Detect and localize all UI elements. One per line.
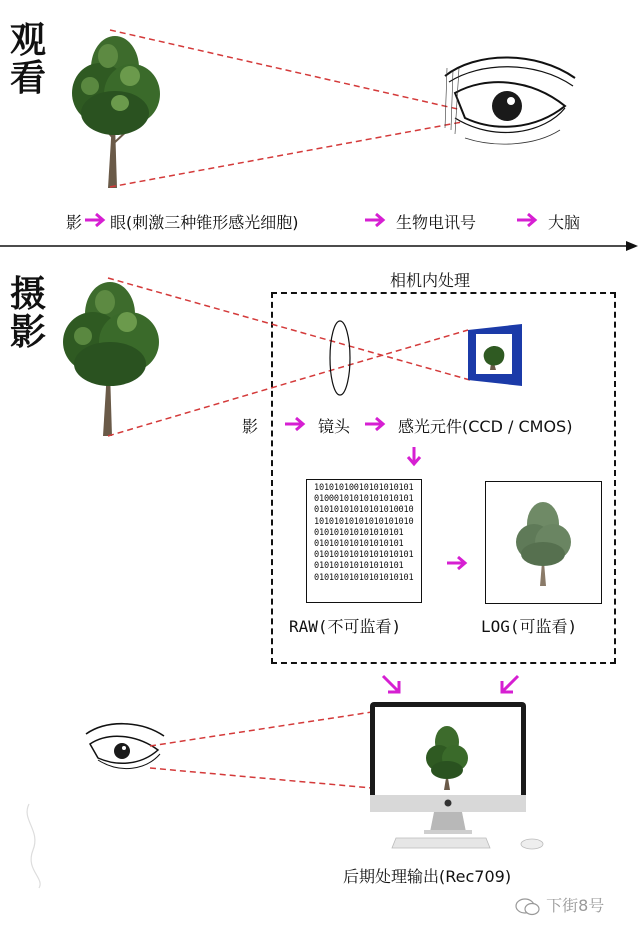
arrow-down-icon (405, 446, 423, 468)
flow-lens: 镜头 (318, 417, 351, 436)
binary-line: 010101010101010101 (314, 561, 404, 572)
eye-icon (425, 48, 585, 158)
output-label: 后期处理输出(Rec709) (343, 867, 512, 886)
binary-line: 01010101010101010101 (314, 550, 414, 561)
arrow-right-icon (516, 212, 540, 228)
title-char: 摄 (10, 274, 47, 315)
watermark (515, 893, 604, 917)
tree-log-image (486, 482, 601, 603)
flow-image: 影 (242, 417, 259, 436)
title-char: 影 (10, 312, 47, 353)
arrow-right-icon (364, 416, 388, 432)
binary-line: 010101010101010101 (314, 539, 404, 550)
flow-image: 影 (66, 213, 83, 232)
flow-brain: 大脑 (548, 213, 581, 232)
flow-sensor: 感光元件(CCD / CMOS) (398, 417, 573, 436)
sensor-icon (466, 322, 524, 388)
arrow-right-icon (364, 212, 388, 228)
title-char: 看 (10, 58, 47, 99)
flow-eye: 眼(刺激三种锥形感光细胞) (110, 213, 299, 232)
binary-line: 01010101010101010101 (314, 572, 414, 583)
lens-icon (327, 318, 353, 398)
binary-line: 01000101010101010101 (314, 494, 414, 505)
wechat-icon (515, 897, 541, 917)
camera-box-label: 相机内处理 (390, 271, 471, 290)
title-char: 观 (10, 20, 47, 61)
arrow-right-icon (446, 555, 470, 571)
log-label: LOG(可监看) (481, 617, 578, 636)
watermark-text: 下街8号 (546, 896, 605, 915)
binary-line: 010101010101010101 (314, 527, 404, 538)
monitor-icon (368, 700, 558, 852)
binary-line: 10101010010101010101 (314, 483, 414, 493)
arrow-right-icon (284, 416, 308, 432)
binary-line: 01010101010101010010 (314, 505, 414, 516)
arrow-right-icon (84, 212, 108, 228)
flow-bioelectric: 生物电讯号 (396, 213, 477, 232)
log-image-box (485, 481, 602, 604)
binary-line: 10101010101010101010 (314, 516, 414, 527)
raw-label: RAW(不可监看) (289, 617, 402, 636)
raw-data-box (306, 479, 422, 603)
decorative-squiggle (15, 800, 55, 890)
